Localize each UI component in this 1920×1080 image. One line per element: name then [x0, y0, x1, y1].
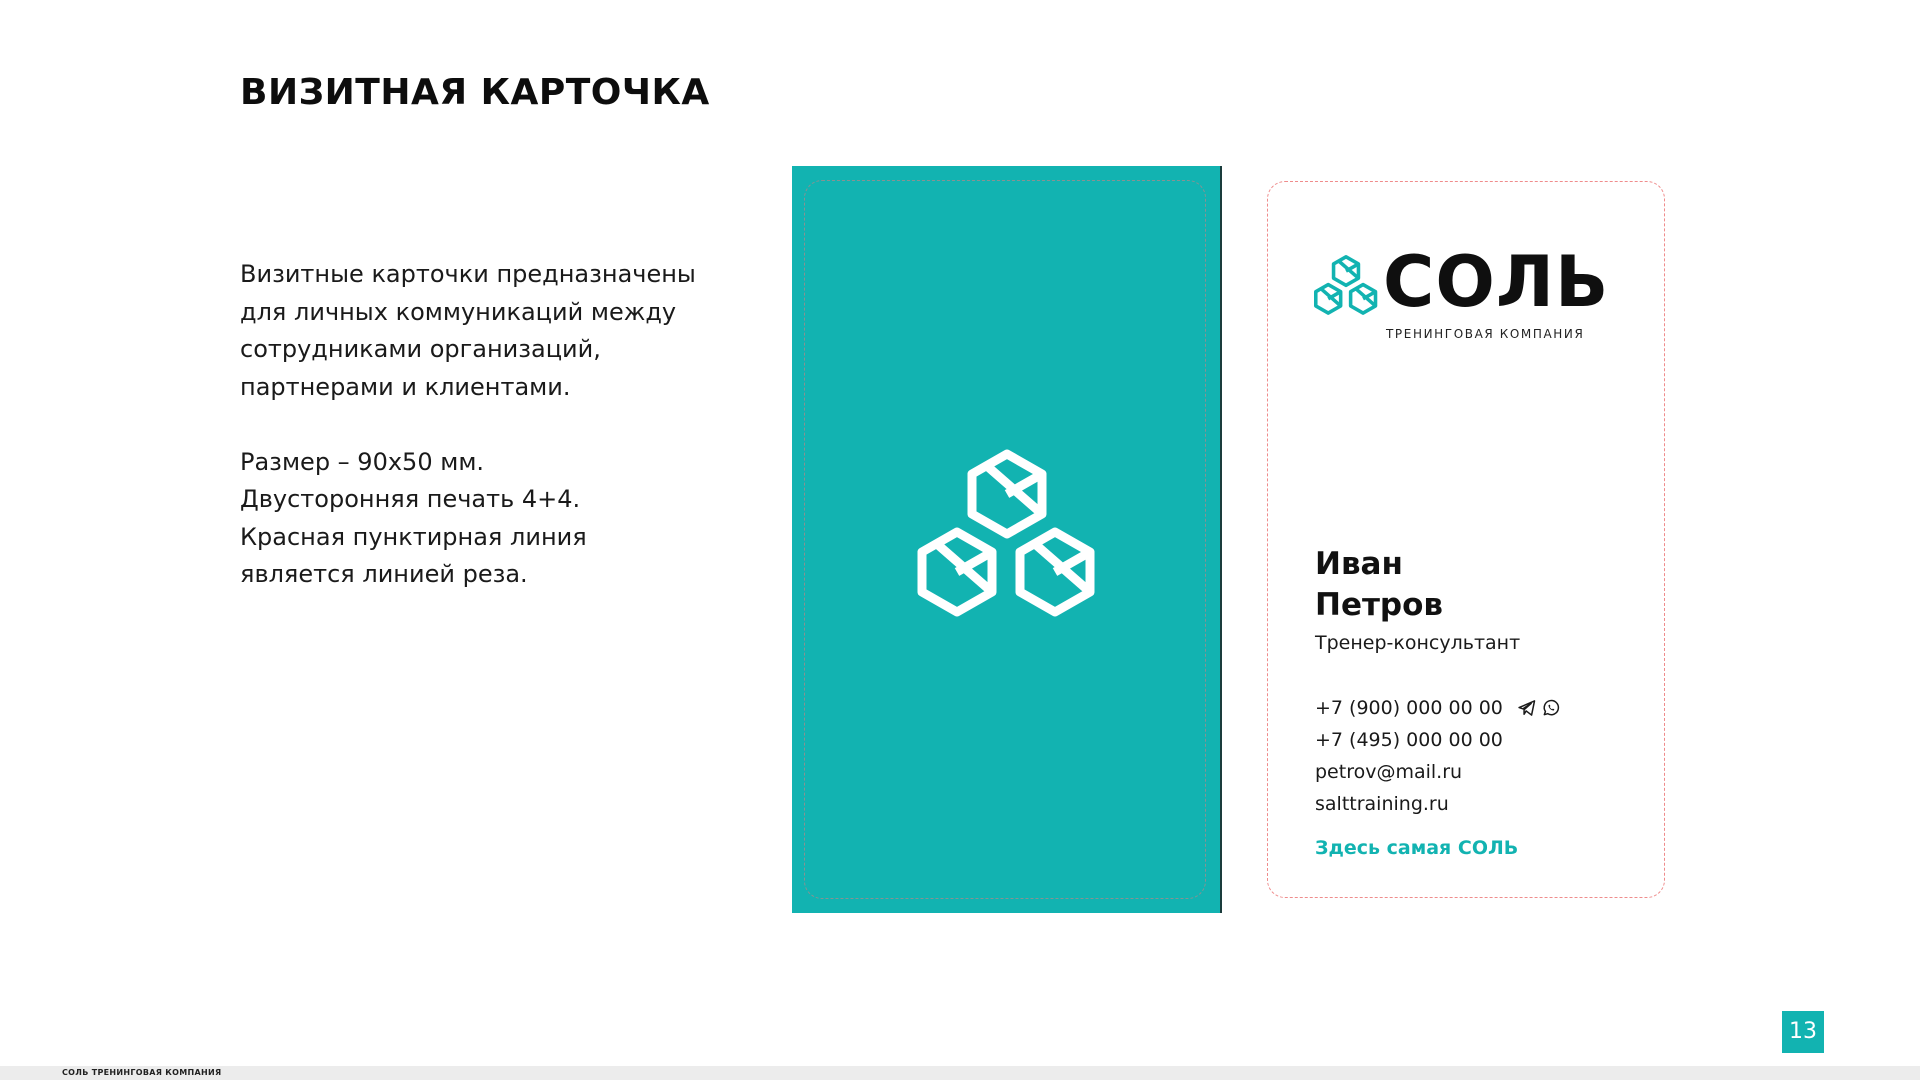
person-name — [1315, 544, 1443, 626]
description-line: Красная пунктирная линия — [240, 522, 587, 551]
logo-wordmark: СОЛЬ — [1383, 241, 1610, 323]
slogan: Здесь самая СОЛЬ — [1315, 837, 1519, 859]
whatsapp-icon — [1541, 698, 1561, 718]
phone-office: +7 (495) 000 00 00 — [1315, 729, 1503, 751]
contact-website — [1315, 788, 1561, 820]
business-card-back — [792, 166, 1222, 913]
footer-bar — [0, 1066, 1920, 1080]
page-title: ВИЗИТНАЯ КАРТОЧКА — [240, 72, 710, 113]
website: salttraining.ru — [1315, 793, 1449, 815]
description-line: Двусторонняя печать 4+4. — [240, 485, 581, 513]
email: petrov@mail.ru — [1315, 761, 1463, 783]
business-card-front — [1267, 181, 1665, 898]
messenger-icons — [1517, 698, 1561, 718]
description-line: партнерами и клиентами. — [240, 372, 571, 401]
cubes-logo-icon — [917, 446, 1097, 626]
person-last-name: Петров — [1315, 587, 1444, 623]
person-first-name: Иван — [1315, 546, 1403, 582]
page-number: 13 — [1782, 1011, 1824, 1053]
cubes-logo-icon — [1314, 254, 1378, 318]
description — [240, 256, 720, 594]
contact-email — [1315, 756, 1561, 788]
contact-list — [1315, 692, 1561, 820]
description-line: для личных коммуникаций между — [240, 297, 677, 326]
telegram-icon — [1517, 698, 1537, 718]
contact-phone-mobile — [1315, 692, 1561, 724]
description-line: Размер – 90х50 мм. — [240, 447, 485, 476]
description-line: Визитные карточки предназначены — [240, 260, 696, 288]
contact-phone-office — [1315, 724, 1561, 756]
phone-mobile: +7 (900) 000 00 00 — [1315, 697, 1503, 719]
logo-tagline: ТРЕНИНГОВАЯ КОМПАНИЯ — [1386, 327, 1585, 341]
description-paragraph-specs — [240, 444, 720, 594]
description-paragraph-purpose — [240, 256, 720, 406]
person-role: Тренер-консультант — [1315, 632, 1521, 654]
description-line: является линией реза. — [240, 560, 528, 588]
footer-text: СОЛЬ ТРЕНИНГОВАЯ КОМПАНИЯ — [62, 1068, 222, 1077]
company-logo — [1314, 241, 1634, 341]
description-line: сотрудниками организаций, — [240, 335, 601, 363]
